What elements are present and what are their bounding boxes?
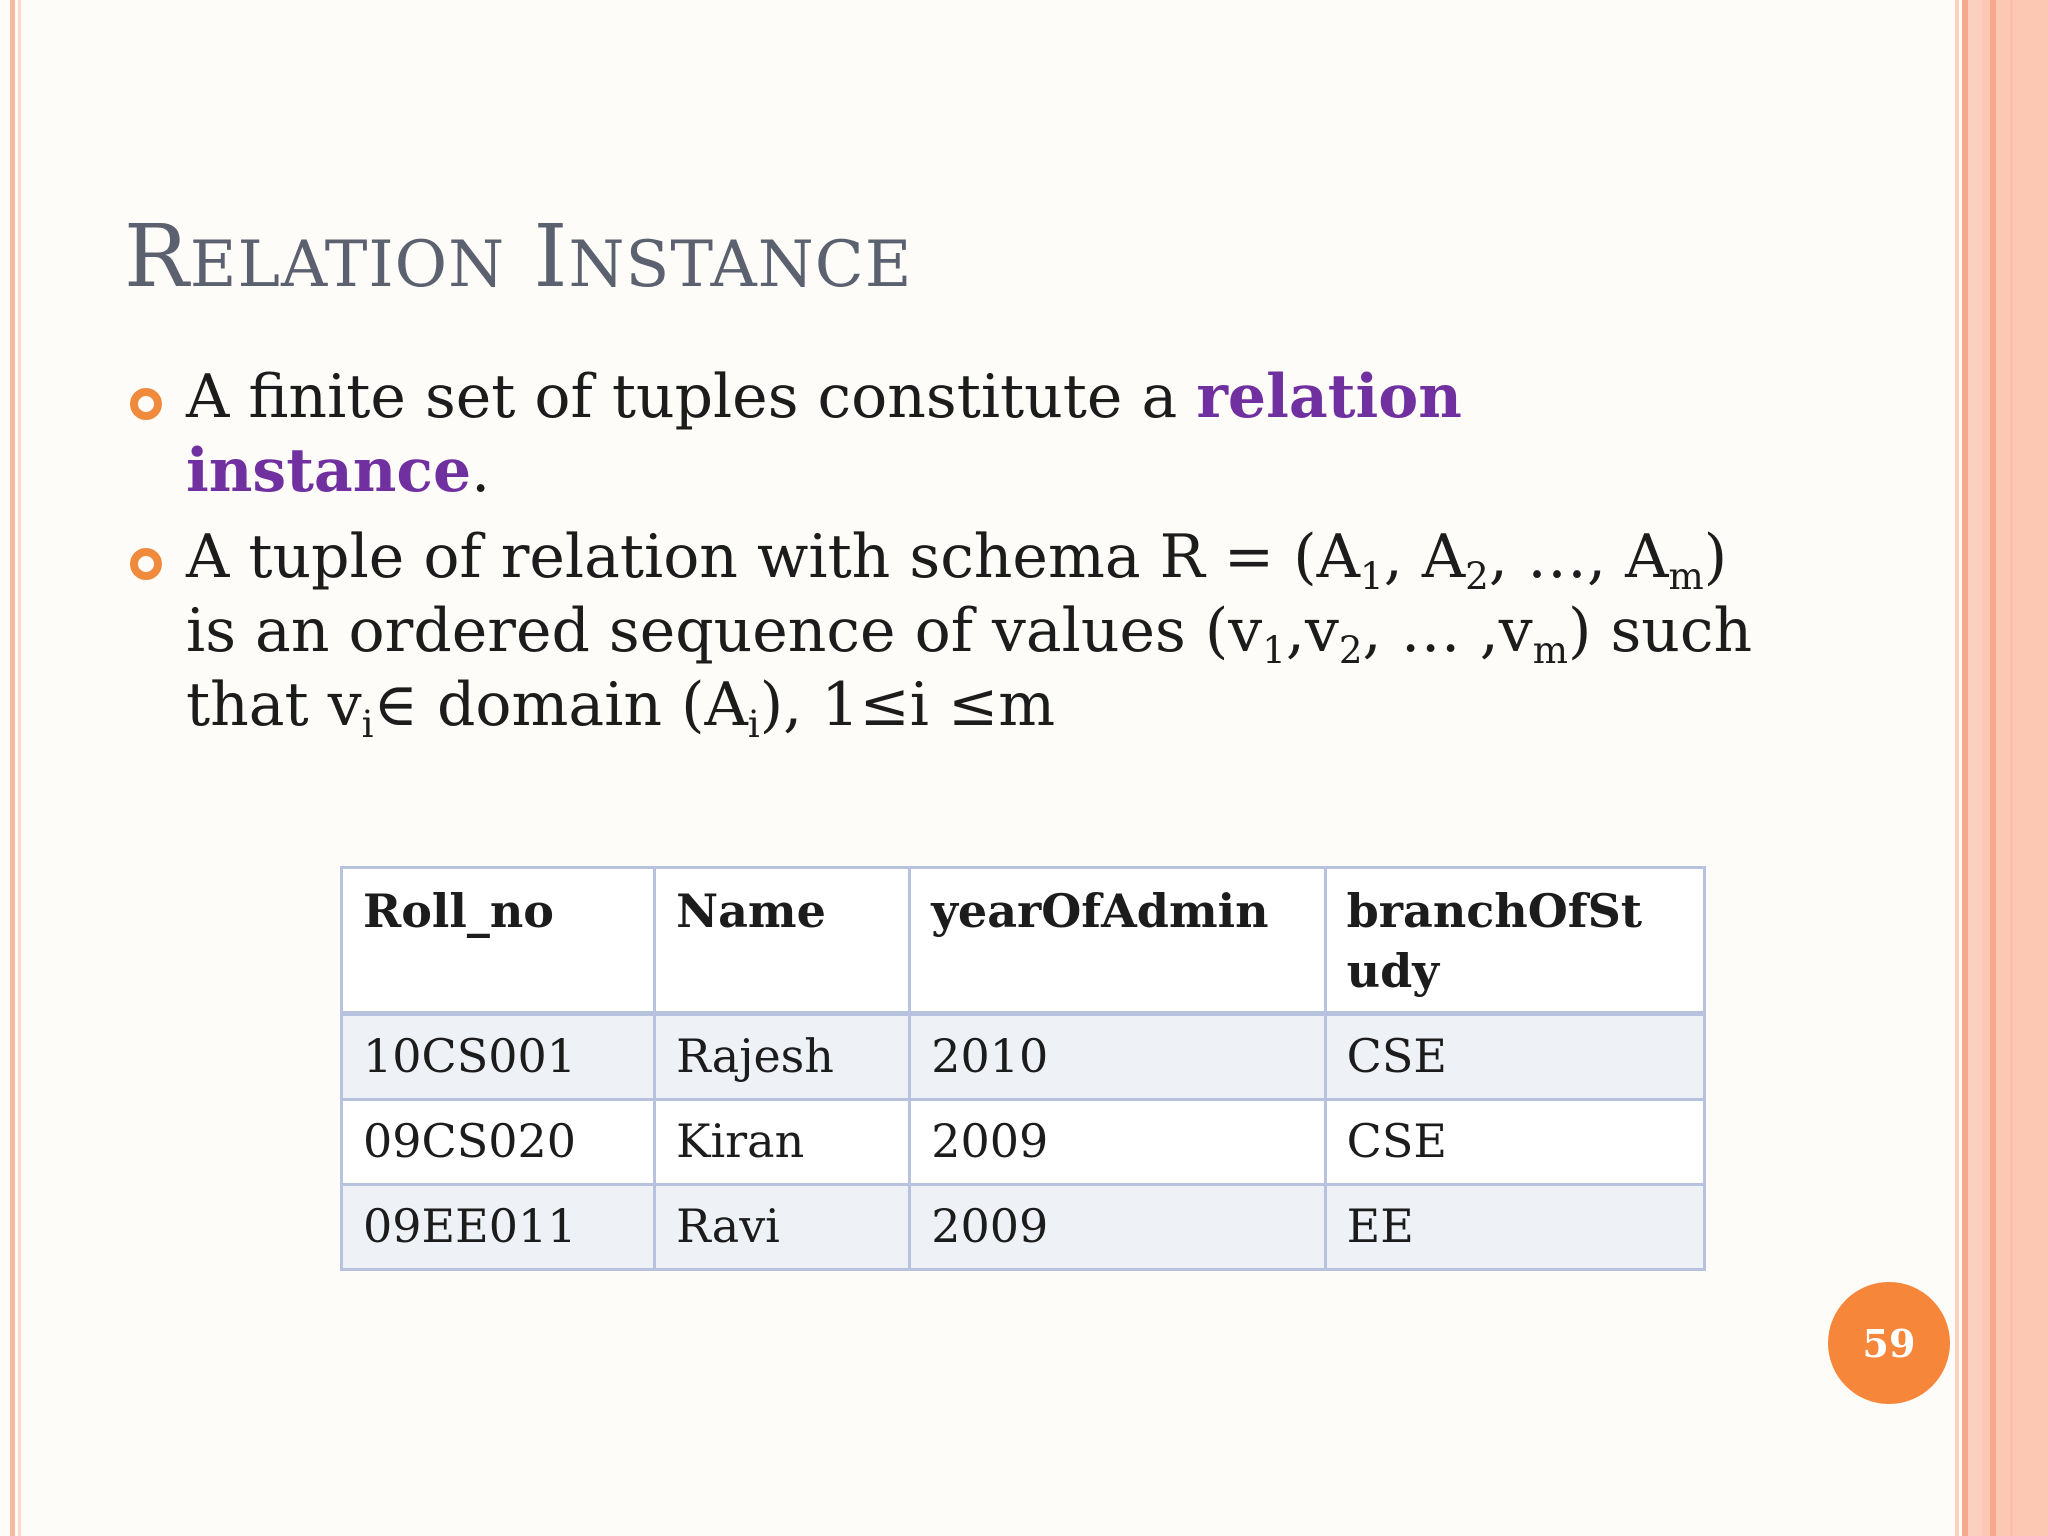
table-row <box>342 1185 1705 1270</box>
bullet-item-relation-instance <box>120 360 1760 508</box>
bullet-ring-icon <box>130 548 162 580</box>
cell-roll-no: 09CS020 <box>342 1100 655 1185</box>
bullet-1-text: A finite set of tuples constitute a <box>186 362 1197 432</box>
bullet-ring-icon <box>130 388 162 420</box>
left-border-stripe-thin <box>18 0 21 1536</box>
cell-branch: CSE <box>1325 1100 1704 1185</box>
bullet-2-part: ,v <box>1285 596 1339 666</box>
bullet-list <box>120 360 1760 754</box>
bullet-2-part: ) is an ordered sequence of values (v <box>186 522 1728 666</box>
bullet-2-part: A tuple of relation with schema R = (A <box>186 522 1361 592</box>
cell-roll-no: 09EE011 <box>342 1185 655 1270</box>
subscript: 2 <box>1465 553 1489 598</box>
cell-year-of-admin: 2009 <box>910 1185 1325 1270</box>
bullet-item-tuple-definition <box>120 520 1760 746</box>
right-border-stripe <box>2010 0 2013 1536</box>
cell-year-of-admin: 2010 <box>910 1014 1325 1100</box>
column-header-year-of-admin: yearOfAdmin <box>910 868 1325 1014</box>
bullet-2-part: , …, A <box>1488 522 1669 592</box>
cell-year-of-admin: 2009 <box>910 1100 1325 1185</box>
right-border-stripe <box>1955 0 1959 1536</box>
subscript: 2 <box>1338 627 1363 672</box>
cell-name: Ravi <box>655 1185 910 1270</box>
bullet-2-part: ∈ domain (A <box>373 670 748 740</box>
subscript: i <box>747 701 760 746</box>
bullet-2-part: ), 1≤i ≤m <box>759 670 1056 740</box>
subscript: m <box>1668 553 1704 598</box>
student-relation-table <box>340 866 1706 1271</box>
bullet-2-part: , … ,v <box>1362 596 1533 666</box>
title-word-1-rest: ELATION <box>189 228 506 302</box>
page-number: 59 <box>1862 1320 1916 1366</box>
subscript: m <box>1532 627 1568 672</box>
cell-name: Kiran <box>655 1100 910 1185</box>
column-header-branch-of-study: branchOfSt udy <box>1325 868 1704 1014</box>
left-border-stripe <box>10 0 15 1536</box>
bullet-2-part: , A <box>1383 522 1466 592</box>
slide-title <box>124 207 913 307</box>
title-word-2-rest: NSTANCE <box>568 228 913 302</box>
column-header-roll-no: Roll_no <box>342 868 655 1014</box>
title-word-2-initial: I <box>533 207 569 307</box>
bullet-1-end: . <box>471 436 491 506</box>
cell-name: Rajesh <box>655 1014 910 1100</box>
title-word-1-initial: R <box>124 207 190 307</box>
right-border-stripe <box>1990 0 1996 1536</box>
cell-branch: CSE <box>1325 1014 1704 1100</box>
bullet-2-part: ) such that v <box>186 596 1753 740</box>
bullet-1-highlight: relation instance <box>186 362 1462 506</box>
table-header-row <box>342 868 1705 1014</box>
table-row <box>342 1014 1705 1100</box>
cell-roll-no: 10CS001 <box>342 1014 655 1100</box>
subscript: 1 <box>1360 553 1384 598</box>
subscript: i <box>361 701 374 746</box>
right-border-stripe <box>1968 0 1982 1536</box>
cell-branch: EE <box>1325 1185 1704 1270</box>
table-row <box>342 1100 1705 1185</box>
column-header-name: Name <box>655 868 910 1014</box>
page-number-badge <box>1828 1282 1950 1404</box>
subscript: 1 <box>1262 627 1286 672</box>
